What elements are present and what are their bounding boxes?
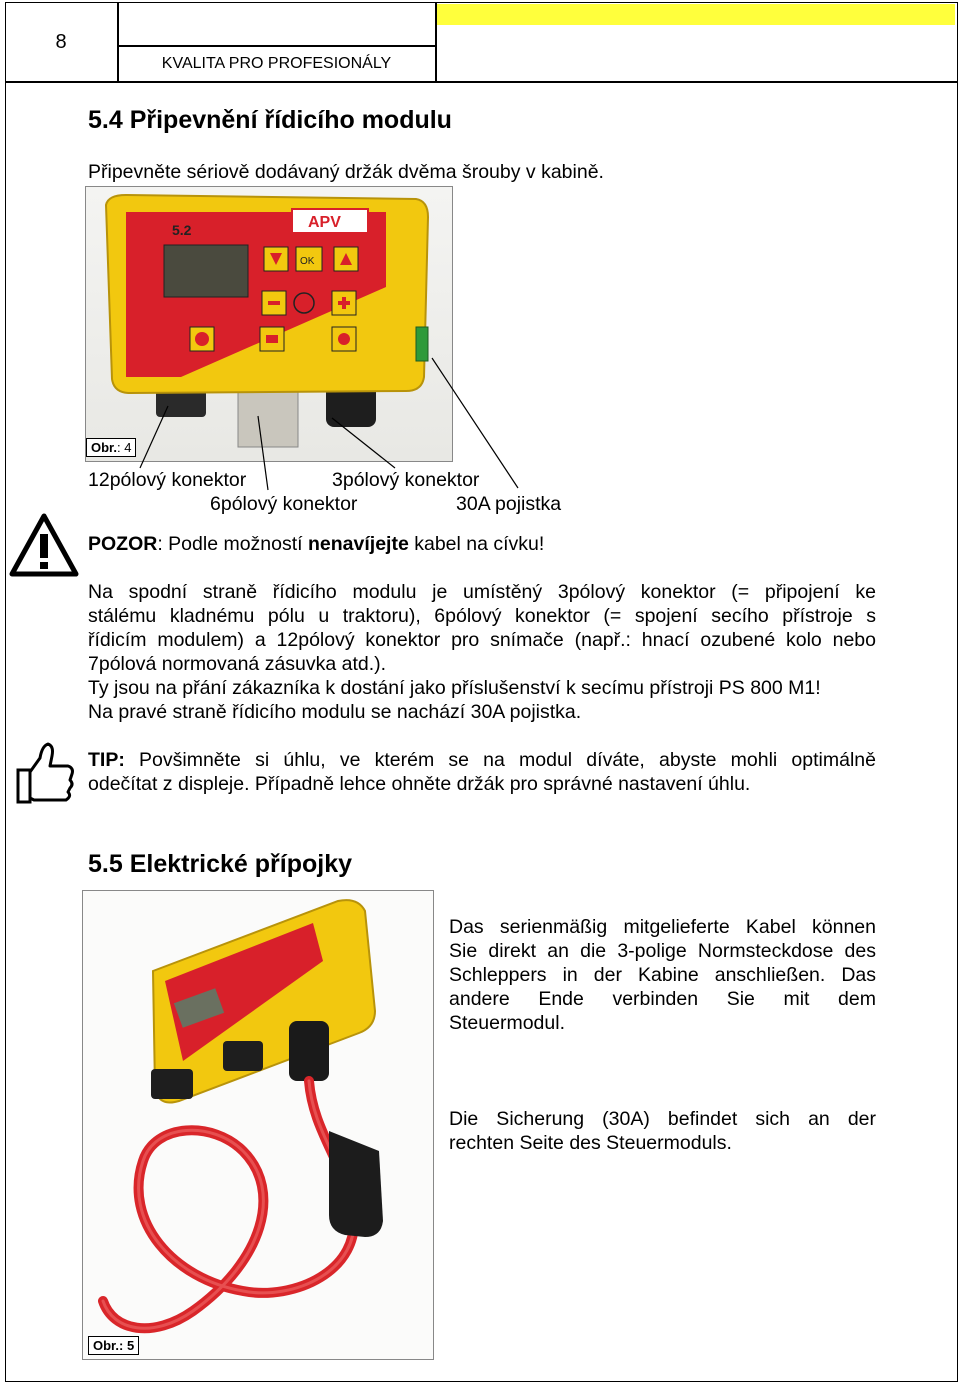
connectors-paragraph	[88, 580, 876, 724]
connector-12pin	[151, 1069, 193, 1099]
paragraph-line: Die Sicherung (30A) befindet sich an der	[449, 1108, 876, 1130]
callout-line-12pin	[140, 406, 168, 468]
intro-text: Připevněte sériově dodávaný držák dvěma šrouby v kabině.	[88, 161, 604, 183]
apv-logo-text: APV	[308, 214, 341, 231]
brand-label: KVALITA PRO PROFESIONÁLY	[161, 55, 392, 72]
tip-paragraph	[88, 748, 876, 796]
device-label: 5.2	[172, 222, 192, 238]
callout-3pin: 3pólový konektor	[332, 469, 480, 491]
connector-3pin	[289, 1021, 329, 1081]
paragraph-line: Na pravé straně řídicího modulu se nachází 30A pojistka.	[88, 701, 582, 723]
callout-lines	[0, 0, 960, 520]
module-cable-photo	[82, 890, 434, 1360]
figure-caption-4: Obr.: 4	[86, 438, 136, 457]
callout-6pin: 6pólový konektor	[210, 493, 358, 515]
tip-line-1: TIP: Povšimněte si úhlu, ve kterém se na modul díváte, abyste mohli optimálně	[88, 749, 876, 771]
warning-triangle-icon	[8, 512, 80, 578]
connector-6pin	[223, 1041, 263, 1071]
plug-3pin	[329, 1131, 383, 1237]
paragraph-line: řídicím modulem) a 12pólový konektor pro snímače (např.: hnací ozubené kolo nebo	[88, 629, 876, 651]
callout-line-3pin	[332, 418, 395, 468]
callout-12pin: 12pólový konektor	[88, 469, 247, 491]
warning-text: POZOR: Podle možností nenavíjejte kabel na cívku!	[88, 533, 545, 555]
section-heading-5-5: 5.5 Elektrické přípojky	[88, 850, 353, 878]
paragraph-line: stálému kladnému pólu u traktoru), 6pólový konektor (= spojení secího přístroje s	[88, 605, 876, 627]
module-cable-illustration	[83, 891, 433, 1359]
ok-button-label: OK	[300, 256, 315, 267]
paragraph-line: andere Ende verbinden Sie mit dem	[449, 988, 876, 1010]
paragraph-line: Das serienmäßig mitgelieferte Kabel können	[449, 916, 876, 938]
paragraph-line: Sie direkt an die 3-polige Normsteckdose des	[449, 940, 876, 962]
section-heading-5-4: 5.4 Připevnění řídicího modulu	[88, 106, 452, 134]
page-number: 8	[55, 30, 67, 53]
paragraph-line: Na spodní straně řídicího modulu je umístěný 3pólový konektor (= připojení ke	[88, 581, 876, 603]
fuse-paragraph	[449, 1107, 876, 1155]
thumbs-up-icon	[10, 740, 76, 806]
paragraph-line: rechten Seite des Steuermoduls.	[449, 1132, 732, 1154]
callout-fuse: 30A pojistka	[456, 493, 562, 515]
paragraph-line: Ty jsou na přání zákazníka k dostání jako příslušenství k secímu přístroji PS 800 M1!	[88, 677, 821, 699]
callout-line-6pin	[258, 416, 268, 490]
figure-caption-5: Obr.: 5	[88, 1336, 139, 1355]
cable-paragraph	[449, 915, 876, 1035]
paragraph-line: Steuermodul.	[449, 1012, 565, 1034]
paragraph-line: Schleppers in der Kabine anschließen. Das	[449, 964, 876, 986]
paragraph-line: 7pólová normovaná zásuvka atd.).	[88, 653, 387, 675]
tip-line-2: odečítat z displeje. Případně lehce ohněte držák pro správné nastavení úhlu.	[88, 773, 751, 795]
